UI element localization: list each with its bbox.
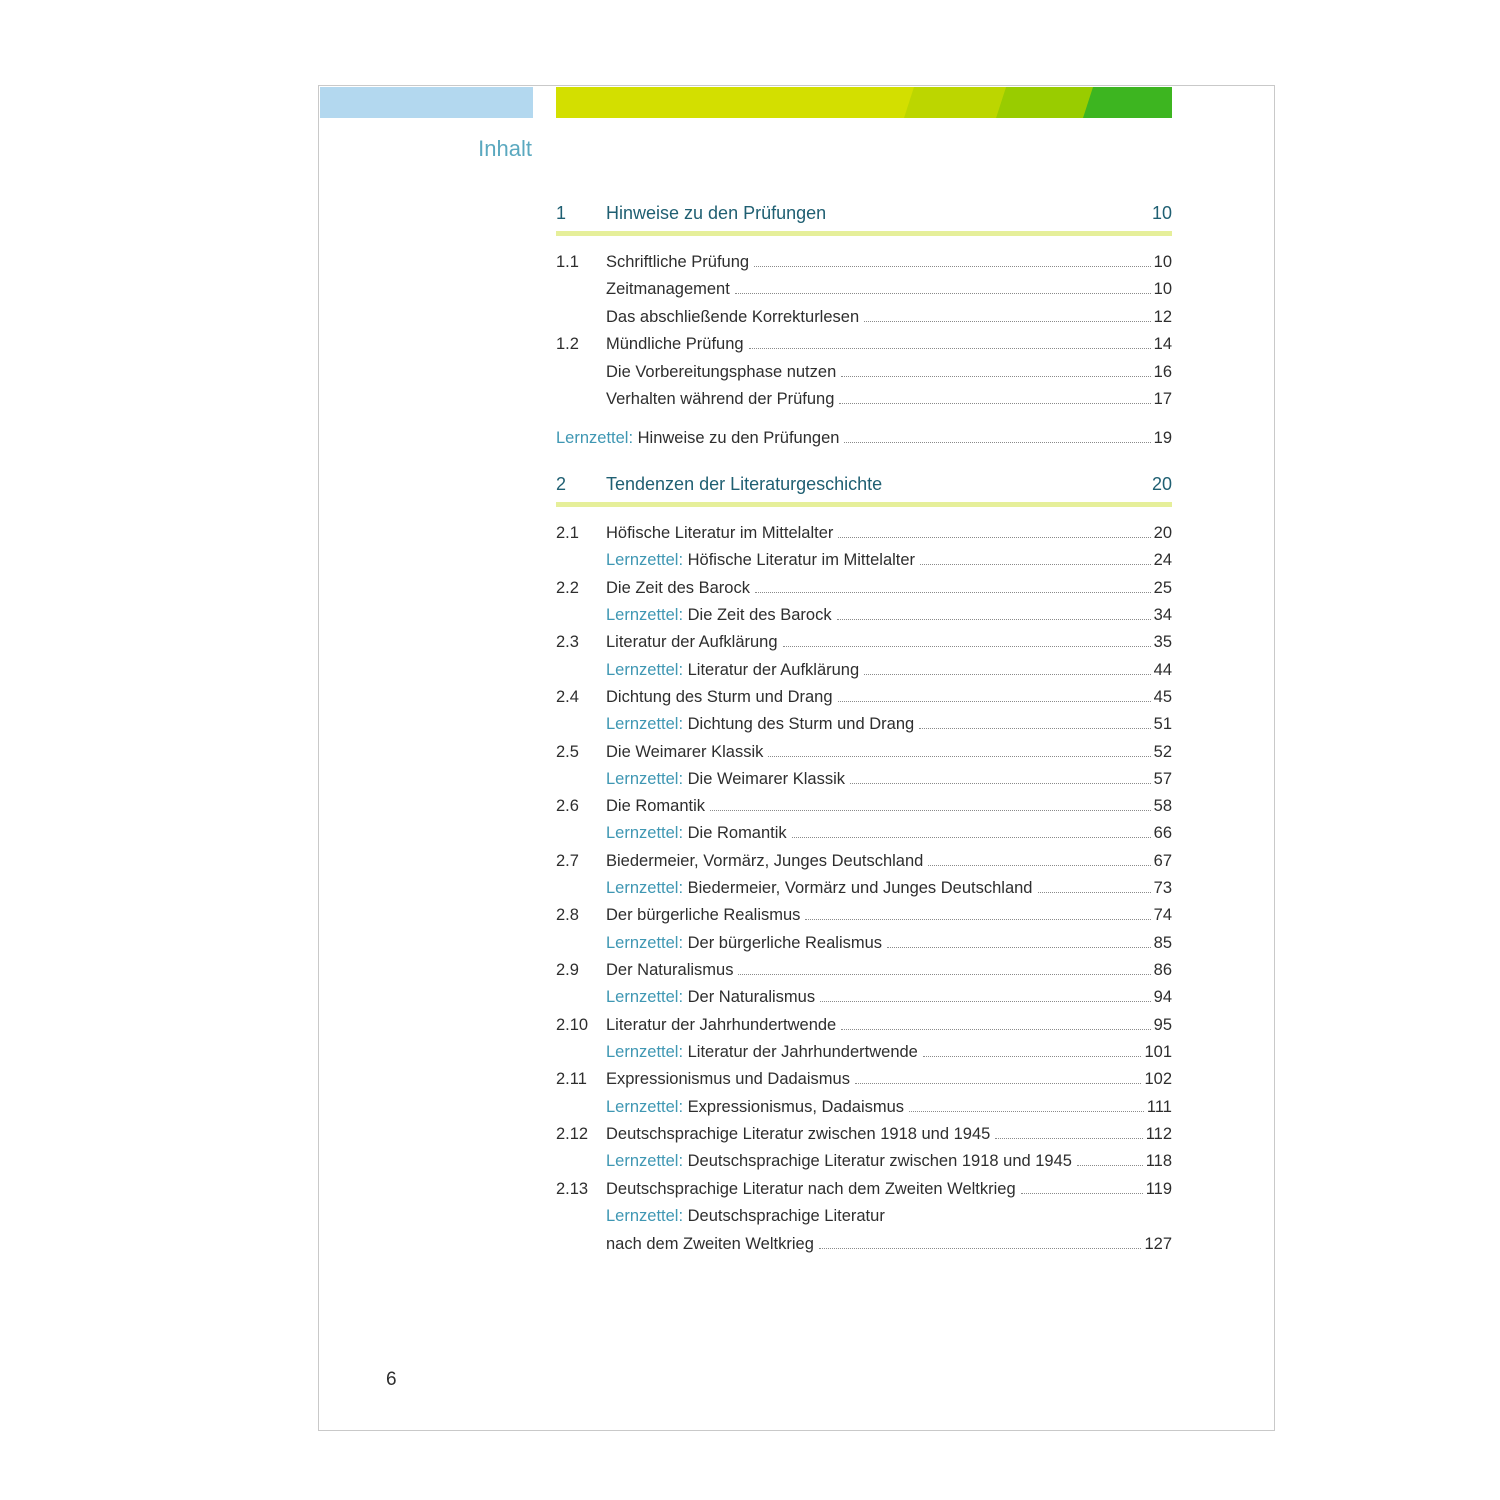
entry-page: 12 xyxy=(1153,308,1172,326)
entry-text: Deutschsprachige Literatur nach dem Zweiten Weltkrieg xyxy=(606,1180,1016,1198)
dot-leader xyxy=(1038,878,1151,893)
toc-entry[interactable] xyxy=(556,305,1172,329)
entry-line xyxy=(606,1204,1172,1228)
entry-page: 112 xyxy=(1145,1125,1172,1143)
toc-entry[interactable] xyxy=(556,1122,1172,1146)
lernzettel-label: Lernzettel: xyxy=(606,879,684,897)
entry-text: Deutschsprachige Literatur zwischen 1918 und 1945 xyxy=(606,1125,991,1143)
toc-entry[interactable] xyxy=(556,1149,1172,1173)
dot-leader xyxy=(820,987,1151,1002)
entry-title xyxy=(606,658,859,682)
toc-entry[interactable] xyxy=(556,658,1172,682)
entry-text: Höfische Literatur im Mittelalter xyxy=(606,524,834,542)
toc-entry[interactable] xyxy=(556,630,1172,654)
entry-number: 1.1 xyxy=(556,253,579,271)
toc-entry[interactable] xyxy=(556,794,1172,818)
toc-entry[interactable] xyxy=(556,958,1172,982)
entry-text: Höfische Literatur im Mittelalter xyxy=(683,551,916,569)
entry-number: 2.10 xyxy=(556,1016,589,1034)
entry-line xyxy=(606,305,1172,329)
entry-title xyxy=(606,1204,885,1228)
toc-entry[interactable] xyxy=(556,1204,1172,1228)
entry-page: 20 xyxy=(1153,524,1172,542)
entry-title xyxy=(606,903,800,927)
entry-line xyxy=(606,387,1172,411)
toc-entry[interactable] xyxy=(556,1177,1172,1201)
entry-line xyxy=(606,767,1172,791)
dot-leader xyxy=(850,769,1151,784)
entry-line xyxy=(606,630,1172,654)
dot-leader xyxy=(755,578,1151,593)
dot-leader xyxy=(1077,1151,1143,1166)
toc-entry[interactable] xyxy=(556,426,1172,450)
entry-page: 58 xyxy=(1153,797,1172,815)
entry-title xyxy=(606,1013,836,1037)
entry-page: 57 xyxy=(1153,770,1172,788)
entry-line xyxy=(606,521,1172,545)
entry-page: 95 xyxy=(1153,1016,1172,1034)
lernzettel-label: Lernzettel: xyxy=(606,551,684,569)
entry-line xyxy=(556,426,1172,450)
entry-text: Mündliche Prüfung xyxy=(606,335,744,353)
entry-page: 25 xyxy=(1153,579,1172,597)
entry-page: 118 xyxy=(1145,1152,1172,1170)
entry-page: 86 xyxy=(1153,961,1172,979)
toc-entry[interactable] xyxy=(556,277,1172,301)
toc-entry[interactable] xyxy=(556,1067,1172,1091)
dot-leader xyxy=(749,334,1151,349)
toc-entry[interactable] xyxy=(556,360,1172,384)
entry-page: 45 xyxy=(1153,688,1172,706)
entry-title xyxy=(606,1232,814,1256)
header-bar-blue xyxy=(320,87,533,118)
entry-title xyxy=(606,876,1033,900)
toc-entry[interactable] xyxy=(556,1232,1172,1256)
entry-text: Die Zeit des Barock xyxy=(683,606,832,624)
entry-text: Die Weimarer Klassik xyxy=(606,743,764,761)
entry-page: 127 xyxy=(1144,1235,1172,1253)
toc-entry[interactable] xyxy=(556,387,1172,411)
entry-page: 102 xyxy=(1144,1070,1172,1088)
section-page: 20 xyxy=(1151,474,1172,494)
dot-leader xyxy=(909,1097,1144,1112)
dot-leader xyxy=(887,933,1151,948)
toc-entry[interactable] xyxy=(556,876,1172,900)
lernzettel-label: Lernzettel: xyxy=(606,988,684,1006)
lernzettel-label: Lernzettel: xyxy=(556,429,634,447)
entry-page: 101 xyxy=(1144,1043,1172,1061)
entry-title xyxy=(606,548,915,572)
page-title: Inhalt xyxy=(478,136,532,161)
stripe-dark-green xyxy=(1083,87,1172,118)
lernzettel-label: Lernzettel: xyxy=(606,1207,684,1225)
entry-line xyxy=(606,903,1172,927)
entry-text: Der Naturalismus xyxy=(606,961,734,979)
entry-number: 2.7 xyxy=(556,852,579,870)
stripe-lime xyxy=(904,87,1006,118)
toc-entry[interactable] xyxy=(556,931,1172,955)
entry-page: 14 xyxy=(1153,335,1172,353)
entry-title xyxy=(606,305,859,329)
dot-leader xyxy=(838,523,1150,538)
entry-line xyxy=(606,712,1172,736)
entry-text: Zeitmanagement xyxy=(606,280,730,298)
entry-number: 2.5 xyxy=(556,743,579,761)
entry-line xyxy=(606,931,1172,955)
entry-title xyxy=(606,1149,1072,1173)
entry-number: 2.8 xyxy=(556,906,579,924)
entry-title xyxy=(606,821,787,845)
entry-title xyxy=(606,931,882,955)
section-page: 10 xyxy=(1151,203,1172,223)
lernzettel-label: Lernzettel: xyxy=(606,1098,684,1116)
entry-title xyxy=(606,712,914,736)
dot-leader xyxy=(864,307,1151,322)
entry-line xyxy=(606,876,1172,900)
entry-text: Die Weimarer Klassik xyxy=(683,770,846,788)
entry-number: 2.2 xyxy=(556,579,579,597)
dot-leader xyxy=(841,362,1150,377)
entry-title xyxy=(606,250,749,274)
toc-entry[interactable] xyxy=(556,740,1172,764)
entry-number: 2.1 xyxy=(556,524,579,542)
entry-text: Der bürgerliche Realismus xyxy=(606,906,801,924)
stripe-light-green xyxy=(996,87,1096,118)
entry-line xyxy=(606,1122,1172,1146)
entry-title xyxy=(606,576,750,600)
entry-text: Die Zeit des Barock xyxy=(606,579,750,597)
entry-page: 24 xyxy=(1153,551,1172,569)
entry-title xyxy=(606,1040,918,1064)
entry-line xyxy=(606,740,1172,764)
toc-entry[interactable] xyxy=(556,1013,1172,1037)
toc-entry[interactable] xyxy=(556,576,1172,600)
lernzettel-label: Lernzettel: xyxy=(606,1043,684,1061)
entry-page: 94 xyxy=(1153,988,1172,1006)
entry-title xyxy=(606,1177,1016,1201)
entry-title xyxy=(606,985,815,1009)
entry-text: Der Naturalismus xyxy=(683,988,816,1006)
entry-line xyxy=(606,250,1172,274)
toc-entry[interactable] xyxy=(556,849,1172,873)
entry-line xyxy=(606,360,1172,384)
dot-leader xyxy=(837,605,1151,620)
entry-title xyxy=(606,521,833,545)
dot-leader xyxy=(839,389,1150,404)
entry-page: 34 xyxy=(1153,606,1172,624)
section-rule xyxy=(556,231,1172,236)
entry-title xyxy=(606,1095,904,1119)
entry-line xyxy=(606,958,1172,982)
entry-page: 35 xyxy=(1153,633,1172,651)
entry-text: Biedermeier, Vormärz, Junges Deutschland xyxy=(606,852,924,870)
entry-title xyxy=(556,426,839,450)
entry-page: 44 xyxy=(1153,661,1172,679)
entry-number: 2.11 xyxy=(556,1070,587,1088)
toc-entry[interactable] xyxy=(556,685,1172,709)
entry-title xyxy=(606,603,832,627)
section-number: 1 xyxy=(556,203,567,223)
entry-page: 10 xyxy=(1153,253,1172,271)
entry-page: 119 xyxy=(1145,1180,1172,1198)
entry-title xyxy=(606,740,763,764)
lernzettel-label: Lernzettel: xyxy=(606,824,684,842)
dot-leader xyxy=(805,905,1150,920)
entry-line xyxy=(606,985,1172,1009)
dot-leader xyxy=(738,960,1150,975)
entry-text: Dichtung des Sturm und Drang xyxy=(683,715,915,733)
entry-line xyxy=(606,1067,1172,1091)
dot-leader xyxy=(792,823,1151,838)
entry-number: 2.3 xyxy=(556,633,579,651)
entry-title xyxy=(606,387,834,411)
entry-line xyxy=(606,1095,1172,1119)
entry-text: Expressionismus und Dadaismus xyxy=(606,1070,850,1088)
toc-entry[interactable] xyxy=(556,603,1172,627)
section-heading[interactable] xyxy=(556,474,1172,500)
entry-line xyxy=(606,1232,1172,1256)
dot-leader xyxy=(754,252,1151,267)
section-rule xyxy=(556,502,1172,507)
entry-title xyxy=(606,360,836,384)
header-bar-stripes xyxy=(556,87,1172,118)
entry-page: 10 xyxy=(1153,280,1172,298)
entry-title xyxy=(606,332,744,356)
entry-line xyxy=(606,1013,1172,1037)
entry-title xyxy=(606,685,833,709)
entry-page: 16 xyxy=(1153,363,1172,381)
entry-text: Biedermeier, Vormärz und Junges Deutschland xyxy=(683,879,1033,897)
entry-text: Literatur der Aufklärung xyxy=(683,661,860,679)
lernzettel-label: Lernzettel: xyxy=(606,661,684,679)
entry-page: 111 xyxy=(1146,1098,1172,1116)
toc-entry[interactable] xyxy=(556,1095,1172,1119)
dot-leader xyxy=(995,1124,1142,1139)
entry-text: Deutschsprachige Literatur xyxy=(683,1207,885,1225)
entry-line xyxy=(606,332,1172,356)
entry-text: Literatur der Jahrhundertwende xyxy=(683,1043,918,1061)
entry-title xyxy=(606,277,730,301)
entry-text: Literatur der Aufklärung xyxy=(606,633,778,651)
entry-title xyxy=(606,1067,850,1091)
dot-leader xyxy=(735,279,1151,294)
dot-leader xyxy=(783,632,1151,647)
entry-page: 52 xyxy=(1153,743,1172,761)
entry-page: 73 xyxy=(1153,879,1172,897)
toc-entry[interactable] xyxy=(556,985,1172,1009)
entry-line xyxy=(606,685,1172,709)
entry-page: 67 xyxy=(1153,852,1172,870)
entry-title xyxy=(606,767,845,791)
entry-line xyxy=(606,1040,1172,1064)
entry-text: Die Vorbereitungsphase nutzen xyxy=(606,363,837,381)
entry-line xyxy=(606,849,1172,873)
lernzettel-label: Lernzettel: xyxy=(606,606,684,624)
toc-entry[interactable] xyxy=(556,548,1172,572)
lernzettel-label: Lernzettel: xyxy=(606,1152,684,1170)
entry-page: 17 xyxy=(1153,390,1172,408)
entry-text: Verhalten während der Prüfung xyxy=(606,390,835,408)
entry-title xyxy=(606,630,778,654)
entry-line xyxy=(606,603,1172,627)
lernzettel-label: Lernzettel: xyxy=(606,934,684,952)
dot-leader xyxy=(855,1069,1142,1084)
entry-number: 2.12 xyxy=(556,1125,589,1143)
entry-line xyxy=(606,277,1172,301)
toc-entry[interactable] xyxy=(556,1040,1172,1064)
entry-page: 51 xyxy=(1153,715,1172,733)
entry-line xyxy=(606,1177,1172,1201)
dot-leader xyxy=(844,428,1150,443)
page-number: 6 xyxy=(386,1369,397,1390)
section-title: Hinweise zu den Prüfungen xyxy=(606,203,827,223)
entry-title xyxy=(606,794,705,818)
section-number: 2 xyxy=(556,474,567,494)
dot-leader xyxy=(768,742,1150,757)
entry-text: Dichtung des Sturm und Drang xyxy=(606,688,833,706)
entry-title xyxy=(606,958,733,982)
toc-entry[interactable] xyxy=(556,712,1172,736)
entry-number: 2.13 xyxy=(556,1180,589,1198)
entry-page: 66 xyxy=(1153,824,1172,842)
entry-number: 2.9 xyxy=(556,961,579,979)
entry-text: Die Romantik xyxy=(683,824,787,842)
dot-leader xyxy=(710,796,1151,811)
header-bar-gradient xyxy=(556,87,1172,118)
entry-page: 74 xyxy=(1153,906,1172,924)
dot-leader xyxy=(928,851,1150,866)
entry-line xyxy=(606,576,1172,600)
toc-entry[interactable] xyxy=(556,903,1172,927)
entry-text: Der bürgerliche Realismus xyxy=(683,934,883,952)
entry-title xyxy=(606,849,923,873)
entry-line xyxy=(606,794,1172,818)
dot-leader xyxy=(923,1042,1142,1057)
section-title: Tendenzen der Literaturgeschichte xyxy=(606,474,883,494)
entry-title xyxy=(606,1122,990,1146)
entry-line xyxy=(606,821,1172,845)
entry-text: Literatur der Jahrhundertwende xyxy=(606,1016,837,1034)
entry-text: Hinweise zu den Prüfungen xyxy=(633,429,840,447)
entry-text: Deutschsprachige Literatur zwischen 1918 und 1945 xyxy=(683,1152,1072,1170)
entry-text: Die Romantik xyxy=(606,797,706,815)
entry-page: 19 xyxy=(1153,429,1172,447)
lernzettel-label: Lernzettel: xyxy=(606,715,684,733)
toc-entry[interactable] xyxy=(556,521,1172,545)
entry-line xyxy=(606,548,1172,572)
dot-leader xyxy=(838,687,1151,702)
entry-text: nach dem Zweiten Weltkrieg xyxy=(606,1235,814,1253)
dot-leader xyxy=(920,550,1151,565)
entry-line xyxy=(606,658,1172,682)
entry-number: 2.6 xyxy=(556,797,579,815)
entry-page: 85 xyxy=(1153,934,1172,952)
toc-entry[interactable] xyxy=(556,767,1172,791)
toc-entry[interactable] xyxy=(556,250,1172,274)
entry-line xyxy=(606,1149,1172,1173)
toc-entry[interactable] xyxy=(556,332,1172,356)
dot-leader xyxy=(919,714,1150,729)
dot-leader xyxy=(819,1234,1142,1249)
dot-leader xyxy=(1021,1179,1143,1194)
entry-number: 1.2 xyxy=(556,335,579,353)
entry-number: 2.4 xyxy=(556,688,579,706)
section-heading[interactable] xyxy=(556,203,1172,229)
entry-text: Das abschließende Korrekturlesen xyxy=(606,308,860,326)
dot-leader xyxy=(841,1015,1150,1030)
lernzettel-label: Lernzettel: xyxy=(606,770,684,788)
toc-entry[interactable] xyxy=(556,821,1172,845)
dot-leader xyxy=(864,660,1150,675)
entry-text: Expressionismus, Dadaismus xyxy=(683,1098,905,1116)
entry-text: Schriftliche Prüfung xyxy=(606,253,750,271)
